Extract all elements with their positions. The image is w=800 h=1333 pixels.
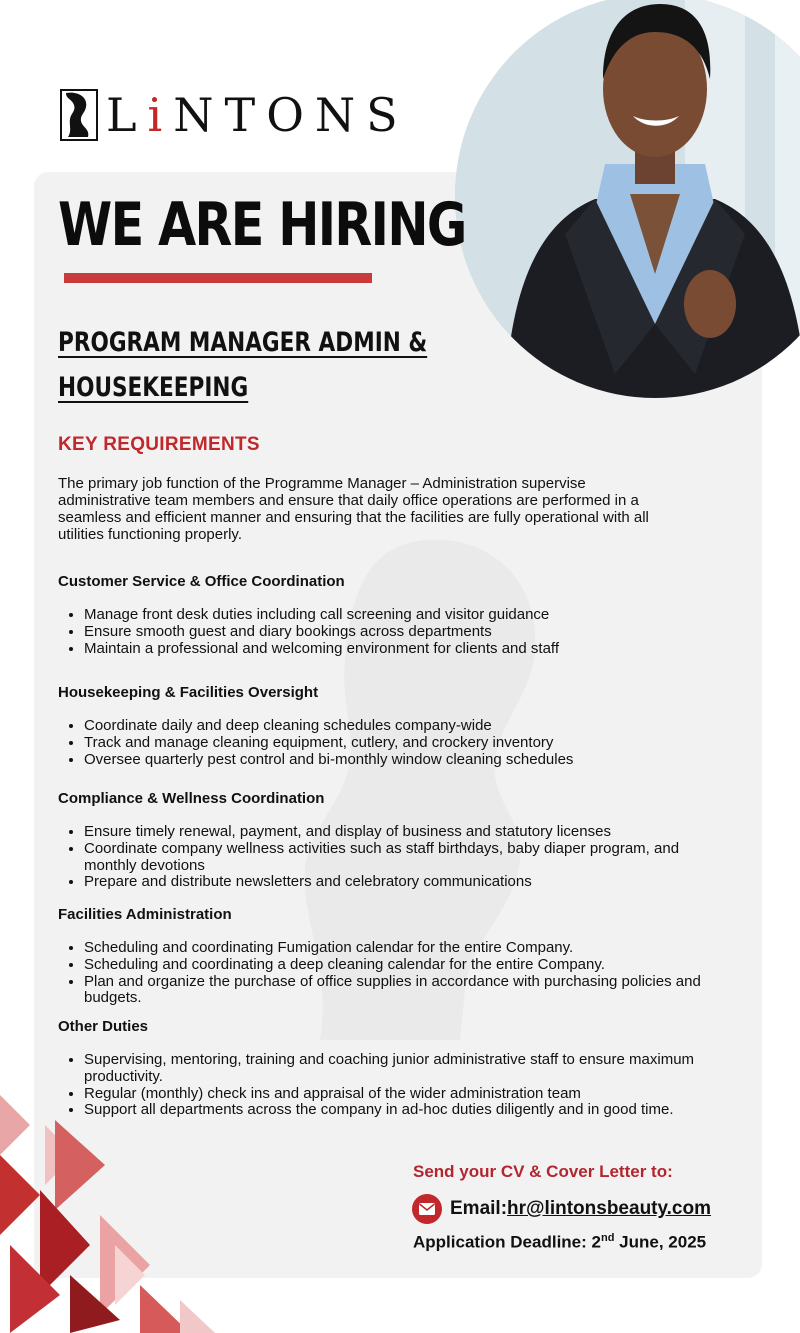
- apply-heading: Send your CV & Cover Letter to:: [413, 1162, 673, 1181]
- list-item: • Regular (monthly) check ins and appraisal of the wider administration team: [84, 1086, 718, 1103]
- decorative-triangles: [0, 1095, 250, 1333]
- job-title-line-2: HOUSEKEEPING: [58, 372, 249, 403]
- job-title: [58, 320, 428, 410]
- list-item: • Supervising, mentoring, training and coaching junior administrative staff to ensure maximum productivity.: [84, 1052, 718, 1086]
- headline-underline: [64, 273, 372, 283]
- section-title: Facilities Administration: [58, 906, 232, 923]
- list-item: • Scheduling and coordinating Fumigation calendar for the entire Company.: [84, 940, 718, 957]
- logo-silhouette-icon: [60, 89, 98, 141]
- list-item: • Plan and organize the purchase of office supplies in accordance with purchasing policies and budgets.: [84, 974, 718, 1008]
- section-title: Other Duties: [58, 1018, 149, 1035]
- list-item: • Coordinate daily and deep cleaning schedules company-wide: [84, 718, 718, 735]
- list-item: • Manage front desk duties including call screening and visitor guidance: [84, 607, 718, 624]
- brand-logo: [60, 88, 409, 142]
- section-title: Customer Service & Office Coordination: [58, 573, 345, 590]
- list-item: • Ensure smooth guest and diary bookings across departments: [84, 624, 718, 641]
- email-label: Email:: [450, 1198, 508, 1219]
- section-title: Compliance & Wellness Coordination: [58, 790, 325, 807]
- section-title: Housekeeping & Facilities Oversight: [58, 684, 319, 701]
- email-row: [412, 1194, 711, 1224]
- job-intro-paragraph: The primary job function of the Programme Manager – Administration supervise administrative team members and ensure that daily office operations are performed in a seamless and efficient manner and ensuring that the facilities are fully operational with all utilities functioning properly.: [58, 475, 649, 543]
- section-compliance: [58, 790, 718, 891]
- list-item: • Coordinate company wellness activities such as staff birthdays, baby diaper program, and monthly devotions: [84, 841, 718, 875]
- application-deadline: Application Deadline: 2nd June, 2025: [413, 1232, 707, 1252]
- list-item: • Ensure timely renewal, payment, and display of business and statutory licenses: [84, 824, 718, 841]
- job-title-line-1: PROGRAM MANAGER ADMIN &: [58, 327, 428, 358]
- envelope-icon: [412, 1194, 442, 1224]
- list-item: • Oversee quarterly pest control and bi-monthly window cleaning schedules: [84, 752, 718, 769]
- list-item: • Maintain a professional and welcoming environment for clients and staff: [84, 641, 718, 658]
- brand-name: LiNTONS: [106, 88, 409, 142]
- section-housekeeping: [58, 684, 718, 768]
- list-item: • Scheduling and coordinating a deep cleaning calendar for the entire Company.: [84, 957, 718, 974]
- list-item: • Track and manage cleaning equipment, cutlery, and crockery inventory: [84, 735, 718, 752]
- email-link[interactable]: hr@lintonsbeauty.com: [507, 1198, 712, 1219]
- section-customer-service: [58, 573, 718, 657]
- list-item: • Prepare and distribute newsletters and celebratory communications: [84, 874, 718, 891]
- list-item: • Support all departments across the company in ad-hoc duties diligently and in good time.: [84, 1102, 718, 1119]
- key-requirements-heading: KEY REQUIREMENTS: [58, 434, 260, 455]
- section-facilities-admin: [58, 906, 718, 1007]
- hiring-headline: WE ARE HIRING: [58, 190, 466, 260]
